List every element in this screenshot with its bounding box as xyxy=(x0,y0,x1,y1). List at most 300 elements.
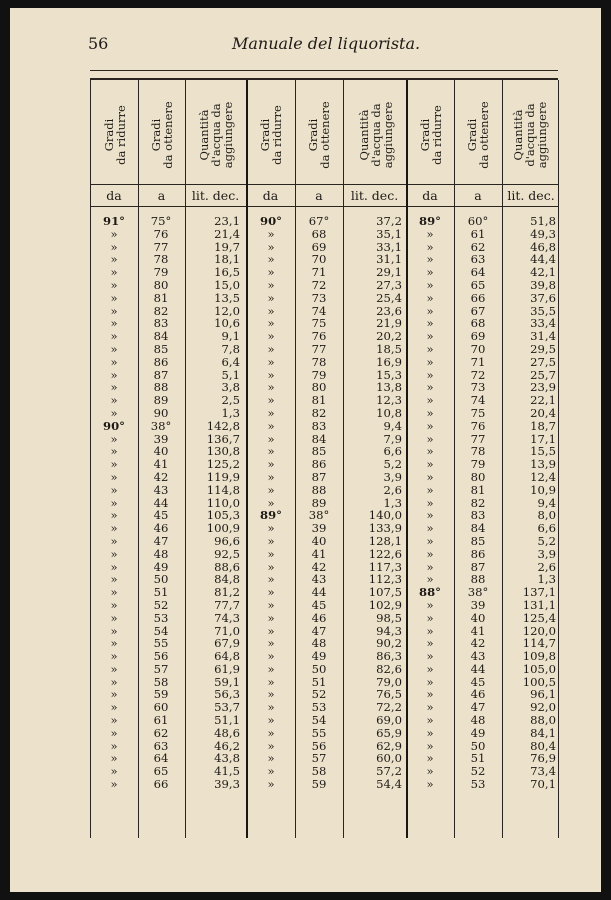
table-cell: » xyxy=(426,597,434,612)
table-cell: » xyxy=(267,751,275,766)
table-cell: 107,5 xyxy=(368,585,402,600)
table-cell: » xyxy=(110,572,118,587)
table-cell: » xyxy=(267,354,275,369)
table-cell: 18,1 xyxy=(214,252,240,267)
table-cell: 117,3 xyxy=(368,559,402,574)
table-cell: » xyxy=(110,700,118,715)
table-cell: 48 xyxy=(153,546,169,561)
table-cell: 59,1 xyxy=(214,674,240,689)
table-cell: 86 xyxy=(470,546,486,561)
table-cell: 55 xyxy=(153,636,169,651)
table-cell: » xyxy=(110,444,118,459)
table-cell: 39 xyxy=(153,431,169,446)
table-cell: 53 xyxy=(470,777,486,792)
table-cell: 23,1 xyxy=(214,214,240,228)
table-cell: 125,2 xyxy=(206,457,240,472)
table-cell: 33,1 xyxy=(376,239,402,254)
table-cell: » xyxy=(267,367,275,382)
table-cell: » xyxy=(267,444,275,459)
table-cell: 79 xyxy=(311,367,327,382)
table-cell: 88,0 xyxy=(530,713,556,728)
table-cell: 131,1 xyxy=(522,597,556,612)
table-cell: 18,7 xyxy=(530,418,556,433)
table-cell: » xyxy=(426,572,434,587)
table-cell: 77 xyxy=(153,239,169,254)
table-cell: 6,6 xyxy=(383,444,402,459)
table-cell: 3,9 xyxy=(537,546,556,561)
table-cell: 61 xyxy=(470,226,486,241)
table-cell: 81 xyxy=(153,290,169,305)
table-cell: 73,4 xyxy=(530,764,556,779)
table-cell: » xyxy=(267,226,275,241)
table-cell: » xyxy=(267,303,275,318)
table-cell: 87 xyxy=(470,559,486,574)
table-cell: 105,0 xyxy=(522,661,556,676)
table-cell: 6,4 xyxy=(221,354,240,369)
table-cell: 71,0 xyxy=(214,623,240,638)
table-cell: 77 xyxy=(311,341,327,356)
table-cell: 79,0 xyxy=(376,674,402,689)
table-cell: 46 xyxy=(311,610,327,625)
table-cell: » xyxy=(267,239,275,254)
table-cell: 38° xyxy=(308,508,330,523)
table-cell: 80 xyxy=(470,469,486,484)
table-cell: 38° xyxy=(150,418,172,433)
table-cell: » xyxy=(110,431,118,446)
table-cell: » xyxy=(267,431,275,446)
table-cell: » xyxy=(267,610,275,625)
table-cell: 89° xyxy=(260,508,282,523)
table-cell: 9,4 xyxy=(537,495,556,510)
table-cell: 140,0 xyxy=(368,508,402,523)
table-cell: » xyxy=(426,687,434,702)
table-cell: » xyxy=(267,700,275,715)
table-cell: 10,9 xyxy=(530,482,556,497)
table-cell: 60° xyxy=(467,214,489,228)
table-cell: 29,1 xyxy=(376,265,402,280)
table-cell: 3,8 xyxy=(221,380,240,395)
table-cell: 35,1 xyxy=(376,226,402,241)
table-cell: 96,1 xyxy=(530,687,556,702)
table-cell: » xyxy=(426,559,434,574)
table-cell: » xyxy=(426,277,434,292)
table-cell: 50 xyxy=(153,572,169,587)
table-cell: » xyxy=(110,649,118,664)
table-cell: 77 xyxy=(470,431,486,446)
table-cell: 55 xyxy=(311,725,327,740)
table-cell: 62,9 xyxy=(376,738,402,753)
table-cell: 79 xyxy=(153,265,169,280)
table-cell: » xyxy=(110,764,118,779)
table-cell: 45 xyxy=(470,674,486,689)
table-cell: 74 xyxy=(470,393,486,408)
table-cell: 12,0 xyxy=(214,303,240,318)
table-cell: 18,5 xyxy=(376,341,402,356)
header-quantita: Quantità d'acqua da aggiungere xyxy=(511,101,549,169)
table-cell: 46 xyxy=(153,521,169,536)
page-number: 56 xyxy=(88,34,109,53)
table-cell: 59 xyxy=(311,777,327,792)
table-cell: » xyxy=(267,521,275,536)
table-cell: 1,3 xyxy=(221,405,240,420)
table-cell: » xyxy=(110,367,118,382)
table-cell: 90° xyxy=(260,214,282,228)
table-cell: 47 xyxy=(470,700,486,715)
table-cell: » xyxy=(267,265,275,280)
table-cell: » xyxy=(110,533,118,548)
table-cell: 51 xyxy=(311,674,327,689)
table-cell: » xyxy=(267,649,275,664)
book-page xyxy=(10,8,601,892)
table-cell: » xyxy=(426,431,434,446)
table-cell: 63 xyxy=(153,738,169,753)
table-cell: 71 xyxy=(470,354,486,369)
table-cell: » xyxy=(267,290,275,305)
table-cell: » xyxy=(426,444,434,459)
table-cell: 64,8 xyxy=(214,649,240,664)
table-cell: » xyxy=(267,777,275,792)
table-cell: 76 xyxy=(311,329,327,344)
table-cell: 98,5 xyxy=(376,610,402,625)
table-cell: » xyxy=(426,674,434,689)
table-cell: 57 xyxy=(311,751,327,766)
table-cell: 23,9 xyxy=(530,380,556,395)
table-cell: 70 xyxy=(311,252,327,267)
table-cell: 54 xyxy=(311,713,327,728)
table-cell: 27,5 xyxy=(530,354,556,369)
table-cell: 81 xyxy=(311,393,327,408)
table-cell: » xyxy=(267,329,275,344)
table-cell: 52 xyxy=(311,687,327,702)
table-cell: » xyxy=(267,738,275,753)
table-cell: 65 xyxy=(153,764,169,779)
table-cell: » xyxy=(110,687,118,702)
table-cell: 63 xyxy=(470,252,486,267)
header-gradi-ridurre: Gradi da ridurre xyxy=(258,105,284,165)
table-cell: 5,1 xyxy=(221,367,240,382)
table-cell: 50 xyxy=(311,661,327,676)
table-cell: 77,7 xyxy=(214,597,240,612)
table-cell: 53,7 xyxy=(214,700,240,715)
top-rule xyxy=(90,70,558,71)
table-cell: » xyxy=(267,725,275,740)
table-cell: 84 xyxy=(470,521,486,536)
table-cell: 47 xyxy=(153,533,169,548)
table-cell: 44,4 xyxy=(530,252,556,267)
table-cell: 23,6 xyxy=(376,303,402,318)
table-cell: 41 xyxy=(153,457,169,472)
table-cell: 130,8 xyxy=(206,444,240,459)
table-cell: 75 xyxy=(470,405,486,420)
table-cell: 133,9 xyxy=(368,521,402,536)
table-cell: 128,1 xyxy=(368,533,402,548)
table-cell: 20,2 xyxy=(376,329,402,344)
table-cell: 109,8 xyxy=(522,649,556,664)
table-cell: 78 xyxy=(470,444,486,459)
table-cell: 13,9 xyxy=(530,457,556,472)
table-cell: 40 xyxy=(470,610,486,625)
table-cell: 82 xyxy=(153,303,169,318)
table-cell: 48,6 xyxy=(214,725,240,740)
table-cell: 31,4 xyxy=(530,329,556,344)
table-cell: 8,0 xyxy=(537,508,556,523)
table-cell: » xyxy=(110,495,118,510)
table-cell: » xyxy=(426,226,434,241)
table-cell: » xyxy=(110,597,118,612)
table-cell: 45 xyxy=(311,597,327,612)
table-cell: 57 xyxy=(153,661,169,676)
table-cell: » xyxy=(110,277,118,292)
subheader-a: a xyxy=(157,188,166,203)
table-cell: 25,7 xyxy=(530,367,556,382)
header-gradi-ottenere: Gradi da ottenere xyxy=(306,101,332,169)
table-cell: 136,7 xyxy=(206,431,240,446)
table-cell: » xyxy=(110,559,118,574)
table-cell: 1,3 xyxy=(537,572,556,587)
table-cell: 114,8 xyxy=(206,482,240,497)
dilution-table xyxy=(90,215,558,791)
table-cell: » xyxy=(426,764,434,779)
table-cell: » xyxy=(110,393,118,408)
table-cell: 122,6 xyxy=(368,546,402,561)
table-cell: 137,1 xyxy=(522,585,556,600)
table-cell: 84,8 xyxy=(214,572,240,587)
table-cell: 60 xyxy=(153,700,169,715)
table-cell: 29,5 xyxy=(530,341,556,356)
table-cell: » xyxy=(426,303,434,318)
table-cell: 76,9 xyxy=(530,751,556,766)
header-gradi-ridurre: Gradi da ridurre xyxy=(102,105,128,165)
table-cell: 56 xyxy=(153,649,169,664)
table-cell: » xyxy=(426,533,434,548)
table-cell: » xyxy=(110,457,118,472)
table-cell: 82 xyxy=(311,405,327,420)
table-cell: » xyxy=(110,380,118,395)
table-cell: 25,4 xyxy=(376,290,402,305)
table-cell: 59 xyxy=(153,687,169,702)
table-cell: 13,8 xyxy=(376,380,402,395)
table-cell: 72 xyxy=(470,367,486,382)
table-cell: » xyxy=(267,418,275,433)
table-cell: » xyxy=(267,559,275,574)
subheader-da: da xyxy=(106,188,122,203)
table-cell: 42 xyxy=(470,636,486,651)
table-cell: 44 xyxy=(470,661,486,676)
table-cell: » xyxy=(426,405,434,420)
table-cell: » xyxy=(110,508,118,523)
subheader-lit: lit. dec. xyxy=(507,188,555,203)
table-cell: 86,3 xyxy=(376,649,402,664)
table-cell: 15,3 xyxy=(376,367,402,382)
header-quantita: Quantità d'acqua da aggiungere xyxy=(197,101,235,169)
table-cell: » xyxy=(426,751,434,766)
table-cell: 40 xyxy=(153,444,169,459)
table-cell: » xyxy=(426,636,434,651)
table-cell: » xyxy=(110,636,118,651)
table-cell: » xyxy=(267,316,275,331)
table-cell: 56 xyxy=(311,738,327,753)
table-cell: 52 xyxy=(153,597,169,612)
table-cell: 37,2 xyxy=(376,214,402,228)
table-cell: 69 xyxy=(470,329,486,344)
table-cell: » xyxy=(267,533,275,548)
table-cell: 39,3 xyxy=(214,777,240,792)
table-cell: » xyxy=(426,265,434,280)
table-cell: 119,9 xyxy=(206,469,240,484)
table-cell: 74 xyxy=(311,303,327,318)
table-cell: 58 xyxy=(153,674,169,689)
table-cell: 9,4 xyxy=(383,418,402,433)
table-cell: 68 xyxy=(311,226,327,241)
table-cell: 76 xyxy=(153,226,169,241)
table-cell: 35,5 xyxy=(530,303,556,318)
table-cell: 51,8 xyxy=(530,214,556,228)
subheader-da: da xyxy=(422,188,438,203)
table-cell: 44 xyxy=(153,495,169,510)
table-cell: » xyxy=(426,290,434,305)
table-cell: 48 xyxy=(311,636,327,651)
table-cell: » xyxy=(426,316,434,331)
table-cell: 67 xyxy=(470,303,486,318)
table-cell: 44 xyxy=(311,585,327,600)
table-cell: 51 xyxy=(470,751,486,766)
table-cell: 41,5 xyxy=(214,764,240,779)
table-cell: 92,0 xyxy=(530,700,556,715)
table-cell: 68 xyxy=(470,316,486,331)
table-cell: » xyxy=(267,495,275,510)
table-cell: 82,6 xyxy=(376,661,402,676)
table-cell: 43,8 xyxy=(214,751,240,766)
table-cell: » xyxy=(110,482,118,497)
table-cell: » xyxy=(110,469,118,484)
table-cell: 79 xyxy=(470,457,486,472)
table-cell: 21,9 xyxy=(376,316,402,331)
table-cell: » xyxy=(426,610,434,625)
table-cell: » xyxy=(267,572,275,587)
table-cell: 62 xyxy=(153,725,169,740)
table-cell: » xyxy=(426,418,434,433)
table-cell: 75 xyxy=(311,316,327,331)
table-cell: 66 xyxy=(470,290,486,305)
table-cell: » xyxy=(110,713,118,728)
header-gradi-ottenere: Gradi da ottenere xyxy=(149,101,175,169)
table-cell: 112,3 xyxy=(368,572,402,587)
table-cell: 5,2 xyxy=(537,533,556,548)
table-cell: » xyxy=(267,585,275,600)
table-cell: » xyxy=(110,316,118,331)
table-cell: » xyxy=(267,277,275,292)
table-cell: » xyxy=(426,329,434,344)
table-cell: 102,9 xyxy=(368,597,402,612)
table-cell: 72 xyxy=(311,277,327,292)
table-cell: 51 xyxy=(153,585,169,600)
table-cell: 37,6 xyxy=(530,290,556,305)
table-cell: 70,1 xyxy=(530,777,556,792)
table-cell: » xyxy=(426,354,434,369)
table-cell: » xyxy=(426,649,434,664)
subheader-lit: lit. dec. xyxy=(350,188,399,203)
table-cell: 22,1 xyxy=(530,393,556,408)
table-cell: » xyxy=(110,674,118,689)
table-cell: 100,9 xyxy=(206,521,240,536)
table-cell: 88 xyxy=(470,572,486,587)
table-cell: » xyxy=(426,623,434,638)
table-cell: 94,3 xyxy=(376,623,402,638)
table-cell: 89° xyxy=(419,214,441,228)
table-cell: 83 xyxy=(153,316,169,331)
table-cell: » xyxy=(110,354,118,369)
table-cell: 10,8 xyxy=(376,405,402,420)
table-cell: 46,8 xyxy=(530,239,556,254)
table-cell: 86 xyxy=(311,457,327,472)
table-cell: 39,8 xyxy=(530,277,556,292)
table-cell: 88 xyxy=(311,482,327,497)
table-cell: 82 xyxy=(470,495,486,510)
table-cell: 2,5 xyxy=(221,393,240,408)
table-cell: » xyxy=(267,252,275,267)
table-cell: 88,6 xyxy=(214,559,240,574)
table-cell: 27,3 xyxy=(376,277,402,292)
table-cell: 38° xyxy=(467,585,489,600)
subheader-a: a xyxy=(315,188,323,203)
table-cell: » xyxy=(110,777,118,792)
table-cell: 78 xyxy=(311,354,327,369)
table-cell: 100,5 xyxy=(522,674,556,689)
table-cell: 90 xyxy=(153,405,169,420)
subheader-a: a xyxy=(474,188,482,203)
table-cell: » xyxy=(426,661,434,676)
table-cell: » xyxy=(426,508,434,523)
table-cell: 67,9 xyxy=(214,636,240,651)
table-cell: » xyxy=(426,738,434,753)
table-cell: » xyxy=(267,636,275,651)
table-cell: 40 xyxy=(311,533,327,548)
table-cell: 64 xyxy=(470,265,486,280)
table-cell: 88° xyxy=(419,585,441,600)
table-cell: » xyxy=(110,303,118,318)
table-cell: 15,5 xyxy=(530,444,556,459)
table-cell: 76,5 xyxy=(376,687,402,702)
table-cell: 54 xyxy=(153,623,169,638)
table-cell: 75° xyxy=(150,214,172,228)
table-cell: » xyxy=(426,239,434,254)
table-cell: 41 xyxy=(311,546,327,561)
table-cell: 96,6 xyxy=(214,533,240,548)
table-cell: 7,9 xyxy=(383,431,402,446)
table-cell: 73 xyxy=(470,380,486,395)
table-cell: » xyxy=(110,521,118,536)
table-cell: 48 xyxy=(470,713,486,728)
table-cell: 81 xyxy=(470,482,486,497)
table-cell: 46,2 xyxy=(214,738,240,753)
table-cell: 84 xyxy=(311,431,327,446)
table-cell: » xyxy=(267,623,275,638)
table-cell: 1,3 xyxy=(383,495,402,510)
subheader-da: da xyxy=(262,188,279,203)
table-cell: 16,5 xyxy=(214,265,240,280)
table-cell: » xyxy=(426,469,434,484)
table-cell: » xyxy=(426,521,434,536)
table-cell: 120,0 xyxy=(522,623,556,638)
table-cell: 91° xyxy=(103,214,125,228)
table-cell: » xyxy=(426,713,434,728)
table-cell: 80 xyxy=(153,277,169,292)
table-cell: 64 xyxy=(153,751,169,766)
table-cell: » xyxy=(426,393,434,408)
table-cell: 84 xyxy=(153,329,169,344)
table-cell: 49 xyxy=(153,559,169,574)
table-cell: 19,7 xyxy=(214,239,240,254)
